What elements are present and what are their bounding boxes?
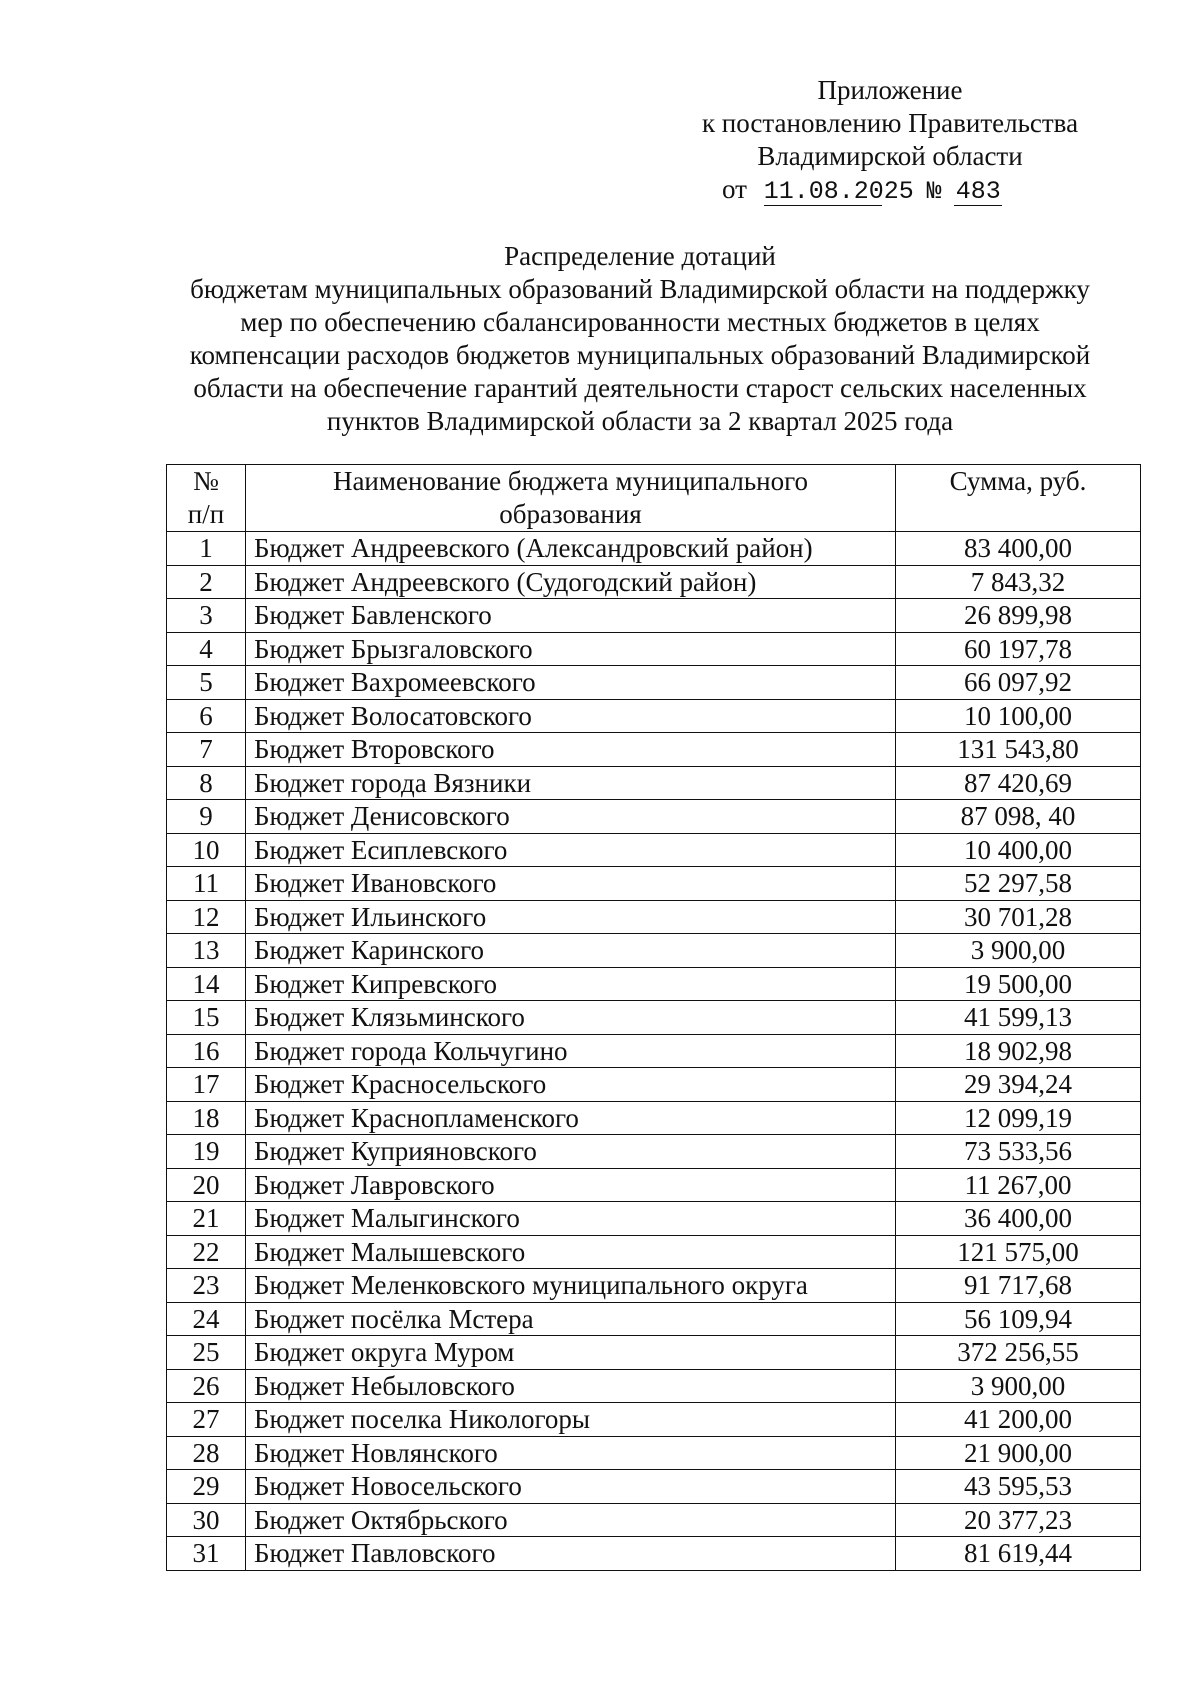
appendix-label: Приложение	[817, 75, 963, 105]
row-number: 8	[167, 766, 246, 800]
subsidy-amount: 26 899,98	[896, 599, 1141, 633]
table-row	[167, 532, 1141, 566]
budget-name: Бюджет Кипревского	[246, 967, 896, 1001]
subsidy-amount: 121 575,00	[896, 1235, 1141, 1269]
table-row	[167, 867, 1141, 901]
row-number: 22	[167, 1235, 246, 1269]
row-number: 25	[167, 1336, 246, 1370]
header-name-line2: образования	[499, 499, 642, 529]
row-number: 14	[167, 967, 246, 1001]
subsidy-amount: 21 900,00	[896, 1436, 1141, 1470]
subsidy-table	[166, 464, 1141, 1571]
budget-name: Бюджет Новлянского	[246, 1436, 896, 1470]
appendix-decree-ref: к постановлению Правительства	[701, 108, 1079, 138]
row-number: 17	[167, 1068, 246, 1102]
budget-name: Бюджет Небыловского	[246, 1369, 896, 1403]
subsidy-amount: 372 256,55	[896, 1336, 1141, 1370]
header-name	[246, 465, 896, 532]
budget-name: Бюджет Есиплевского	[246, 833, 896, 867]
subsidy-amount: 87 420,69	[896, 766, 1141, 800]
row-number: 5	[167, 666, 246, 700]
subsidy-amount: 3 900,00	[896, 934, 1141, 968]
subsidy-amount: 10 400,00	[896, 833, 1141, 867]
subsidy-amount: 73 533,56	[896, 1135, 1141, 1169]
budget-name: Бюджет Малышевского	[246, 1235, 896, 1269]
row-number: 16	[167, 1034, 246, 1068]
subsidy-amount: 81 619,44	[896, 1537, 1141, 1571]
row-number: 18	[167, 1101, 246, 1135]
budget-name: Бюджет поселка Никологоры	[246, 1403, 896, 1437]
table-row	[167, 599, 1141, 633]
table-row	[167, 1135, 1141, 1169]
table-row	[167, 1202, 1141, 1236]
budget-name: Бюджет Андреевского (Александровский район)	[246, 532, 896, 566]
row-number: 10	[167, 833, 246, 867]
row-number: 21	[167, 1202, 246, 1236]
subsidy-amount: 10 100,00	[896, 699, 1141, 733]
subsidy-amount: 29 394,24	[896, 1068, 1141, 1102]
budget-name: Бюджет Меленковского муниципального округа	[246, 1269, 896, 1303]
subsidy-amount: 11 267,00	[896, 1168, 1141, 1202]
budget-name: Бюджет города Кольчугино	[246, 1034, 896, 1068]
budget-name: Бюджет посёлка Мстера	[246, 1302, 896, 1336]
budget-name: Бюджет округа Муром	[246, 1336, 896, 1370]
subsidy-amount: 3 900,00	[896, 1369, 1141, 1403]
row-number: 24	[167, 1302, 246, 1336]
row-number: 19	[167, 1135, 246, 1169]
budget-name: Бюджет Куприяновского	[246, 1135, 896, 1169]
table-row	[167, 565, 1141, 599]
subsidy-amount: 18 902,98	[896, 1034, 1141, 1068]
row-number: 3	[167, 599, 246, 633]
subsidy-amount: 19 500,00	[896, 967, 1141, 1001]
budget-name: Бюджет Вахромеевского	[246, 666, 896, 700]
row-number: 4	[167, 632, 246, 666]
budget-name: Бюджет Малыгинского	[246, 1202, 896, 1236]
budget-name: Бюджет Бавленского	[246, 599, 896, 633]
row-number: 9	[167, 800, 246, 834]
header-number-abbr: п/п	[187, 499, 225, 529]
subsidy-amount: 60 197,78	[896, 632, 1141, 666]
table-row	[167, 900, 1141, 934]
table-row	[167, 1269, 1141, 1303]
header-number	[167, 465, 246, 532]
row-number: 7	[167, 733, 246, 767]
header-number-sign: №	[193, 466, 219, 496]
subsidy-amount: 41 599,13	[896, 1001, 1141, 1035]
table-row	[167, 1336, 1141, 1370]
table-row	[167, 800, 1141, 834]
budget-name: Бюджет Каринского	[246, 934, 896, 968]
table-row	[167, 1101, 1141, 1135]
subsidy-amount: 91 717,68	[896, 1269, 1141, 1303]
subsidy-amount: 83 400,00	[896, 532, 1141, 566]
budget-name: Бюджет Брызгаловского	[246, 632, 896, 666]
table-row	[167, 632, 1141, 666]
title-line: области на обеспечение гарантий деятельности старост сельских населенных	[193, 373, 1087, 403]
budget-name: Бюджет Новосельского	[246, 1470, 896, 1504]
budget-name: Бюджет Второвского	[246, 733, 896, 767]
subsidy-amount: 20 377,23	[896, 1503, 1141, 1537]
appendix-region: Владимирской области	[757, 141, 1023, 171]
budget-name: Бюджет Волосатовского	[246, 699, 896, 733]
table-row	[167, 1403, 1141, 1437]
table-row	[167, 733, 1141, 767]
subsidy-amount: 87 098, 40	[896, 800, 1141, 834]
table-row	[167, 766, 1141, 800]
budget-name: Бюджет города Вязники	[246, 766, 896, 800]
decree-number: 483	[955, 177, 1001, 206]
subsidy-amount: 41 200,00	[896, 1403, 1141, 1437]
table-row	[167, 1068, 1141, 1102]
budget-name: Бюджет Красносельского	[246, 1068, 896, 1102]
budget-name: Бюджет Андреевского (Судогодский район)	[246, 565, 896, 599]
subsidy-amount: 131 543,80	[896, 733, 1141, 767]
row-number: 13	[167, 934, 246, 968]
row-number: 15	[167, 1001, 246, 1035]
title-line: бюджетам муниципальных образований Владимирской области на поддержку	[190, 274, 1090, 304]
table-row	[167, 1302, 1141, 1336]
title-line: Распределение дотаций	[504, 241, 776, 271]
budget-name: Бюджет Клязьминского	[246, 1001, 896, 1035]
table-header-row	[167, 465, 1141, 532]
decree-date: 11.08.2025	[763, 177, 914, 206]
table-row	[167, 1235, 1141, 1269]
document-title	[170, 240, 1110, 438]
table-row	[167, 699, 1141, 733]
table-row	[167, 1168, 1141, 1202]
title-line: компенсации расходов бюджетов муниципальных образований Владимирской	[189, 340, 1091, 370]
row-number: 23	[167, 1269, 246, 1303]
budget-name: Бюджет Денисовского	[246, 800, 896, 834]
number-sign: №	[926, 177, 942, 206]
row-number: 28	[167, 1436, 246, 1470]
budget-name: Бюджет Краснопламенского	[246, 1101, 896, 1135]
table-row	[167, 1034, 1141, 1068]
row-number: 20	[167, 1168, 246, 1202]
header-sum: Сумма, руб.	[896, 465, 1141, 532]
row-number: 2	[167, 565, 246, 599]
table-row	[167, 1503, 1141, 1537]
budget-name: Бюджет Павловского	[246, 1537, 896, 1571]
table-row	[167, 934, 1141, 968]
appendix-header	[680, 74, 1100, 208]
subsidy-amount: 56 109,94	[896, 1302, 1141, 1336]
subsidy-amount: 30 701,28	[896, 900, 1141, 934]
table-row	[167, 1369, 1141, 1403]
subsidy-amount: 43 595,53	[896, 1470, 1141, 1504]
table-row	[167, 1436, 1141, 1470]
row-number: 12	[167, 900, 246, 934]
row-number: 30	[167, 1503, 246, 1537]
row-number: 27	[167, 1403, 246, 1437]
table-row	[167, 1001, 1141, 1035]
title-line: мер по обеспечению сбалансированности местных бюджетов в целях	[240, 307, 1040, 337]
subsidy-amount: 52 297,58	[896, 867, 1141, 901]
table-row	[167, 666, 1141, 700]
subsidy-amount: 7 843,32	[896, 565, 1141, 599]
budget-name: Бюджет Ивановского	[246, 867, 896, 901]
date-prefix: от	[722, 174, 747, 204]
subsidy-amount: 12 099,19	[896, 1101, 1141, 1135]
row-number: 26	[167, 1369, 246, 1403]
table-row	[167, 833, 1141, 867]
table-row	[167, 1470, 1141, 1504]
row-number: 1	[167, 532, 246, 566]
table-row	[167, 1537, 1141, 1571]
budget-name: Бюджет Октябрьского	[246, 1503, 896, 1537]
budget-name: Бюджет Ильинского	[246, 900, 896, 934]
row-number: 29	[167, 1470, 246, 1504]
subsidy-amount: 66 097,92	[896, 666, 1141, 700]
subsidy-amount: 36 400,00	[896, 1202, 1141, 1236]
row-number: 31	[167, 1537, 246, 1571]
row-number: 6	[167, 699, 246, 733]
header-name-line1: Наименование бюджета муниципального	[332, 466, 809, 496]
row-number: 11	[167, 867, 246, 901]
appendix-date-number	[722, 173, 1100, 208]
table-row	[167, 967, 1141, 1001]
title-line: пунктов Владимирской области за 2 квартал 2025 года	[326, 406, 954, 436]
budget-name: Бюджет Лавровского	[246, 1168, 896, 1202]
